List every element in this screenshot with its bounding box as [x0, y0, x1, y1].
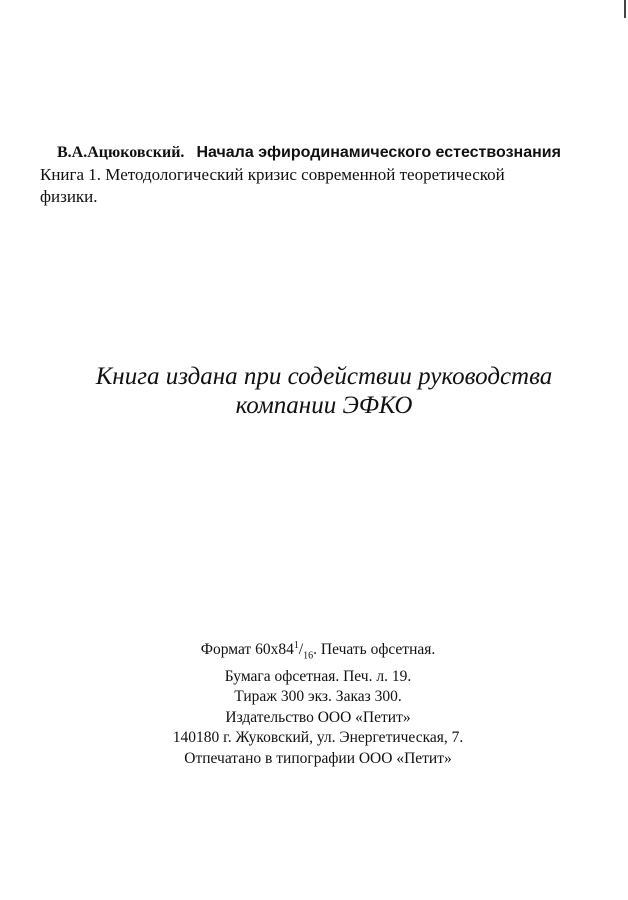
scan-edge-mark	[624, 0, 626, 18]
sponsor-note-line-1: Книга издана при содействии руководства	[95, 363, 553, 390]
bibliographic-header	[40, 142, 615, 208]
print-run-line: Тираж 300 экз. Заказ 300.	[234, 688, 402, 706]
format-fraction-denominator: 16	[303, 650, 314, 662]
author-title-line	[40, 142, 615, 164]
format-suffix: . Печать офсетная.	[313, 641, 436, 659]
format-fraction-numerator: 1	[293, 640, 299, 651]
printed-by-line: Отпечатано в типографии ООО «Петит»	[184, 749, 452, 767]
series-title: Начала эфиродинамического естествознания	[196, 144, 561, 161]
address-line: 140180 г. Жуковский, ул. Энергетическая, 7.	[172, 729, 464, 747]
format-prefix: Формат 60х84	[200, 641, 294, 659]
book-subtitle: Книга 1. Методологический кризис современной теоретической физики.	[40, 165, 505, 206]
publisher-line: Издательство ООО «Петит»	[225, 708, 411, 726]
sponsor-note	[0, 362, 628, 420]
author-name: В.А.Ацюковский.	[57, 144, 185, 161]
format-line: Формат $60х84^1/_{16}$. Печать офсетная.	[200, 640, 436, 662]
paper-line: Бумага офсетная. Печ. л. 19.	[224, 667, 412, 685]
colophon	[0, 636, 628, 769]
sponsor-note-line-2: компании ЭФКО	[235, 392, 413, 419]
